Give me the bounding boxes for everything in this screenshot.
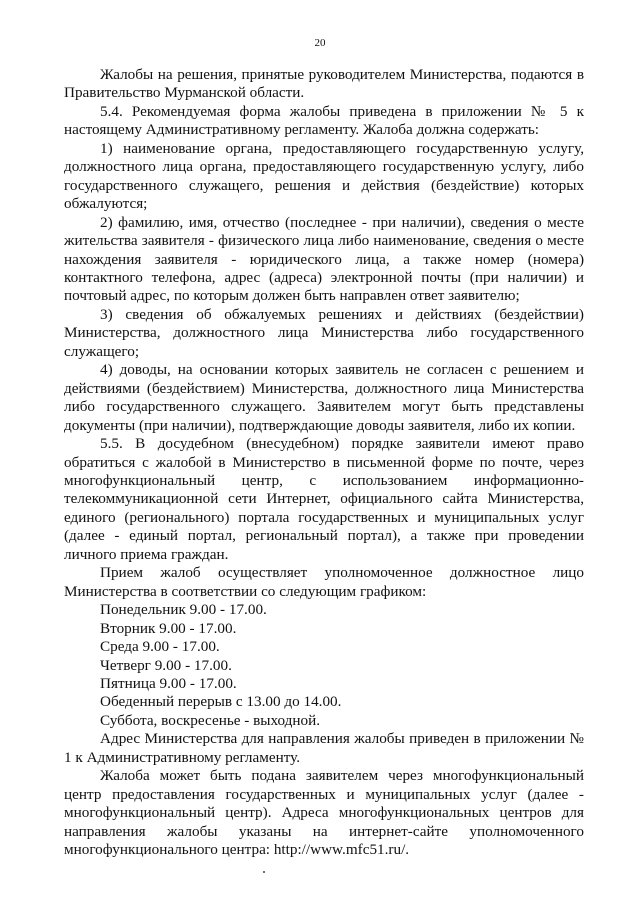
- schedule-item-monday: Понедельник 9.00 - 17.00.: [100, 601, 267, 619]
- paragraph-5-5-pretrial-procedure: 5.5. В досудебном (внесудебном) порядке заявители имеют право обратиться с жалобой в Министерство в письменной форме по почте, через многофункциональный центр, с использованием информационно-телекоммуникационной сети Интернет, официального сайта Министерства, единого (регионального) портала государственных и муниципальных услуг (далее - единый портал, региональный портал), а также при проведении личного приема граждан.: [64, 435, 584, 563]
- schedule-item-friday: Пятница 9.00 - 17.00.: [100, 674, 237, 692]
- paragraph-mfc-submission: Жалоба может быть подана заявителем через многофункциональный центр предоставления государственных и муниципальных услуг (далее - многофункциональный центр). Адреса многофункциональных центров для направления жалобы указаны на интернет-сайте уполномоченного многофункционального центра: http://www.mfc51.ru/.: [64, 767, 584, 859]
- list-item-4-arguments: 4) доводы, на основании которых заявитель не согласен с решением и действиями (бездействием) Министерства, должностного лица Министерства либо государственного служащего. Заявителем могут быть представлены документы (при наличии), подтверждающие доводы заявителя, либо их копии.: [64, 361, 584, 434]
- paragraph-reception-of-complaints: Прием жалоб осуществляет уполномоченное должностное лицо Министерства в соответствии со следующим графиком:: [64, 564, 584, 600]
- scan-artifact-dot: [263, 871, 265, 873]
- paragraph-ministry-address: Адрес Министерства для направления жалобы приведен в приложении № 1 к Административному регламенту.: [64, 730, 584, 766]
- page-number: 20: [314, 37, 326, 49]
- paragraph-complaints-on-decisions: Жалобы на решения, принятые руководителем Министерства, подаются в Правительство Мурманской области.: [64, 66, 584, 102]
- document-body: [64, 66, 584, 859]
- list-item-2-applicant-details: 2) фамилию, имя, отчество (последнее - при наличии), сведения о месте жительства заявителя - физического лица либо наименование, сведения о месте нахождения заявителя - юридического лица, а также номер (номера) контактного телефона, адрес (адреса) электронной почты (при наличии) и почтовый адрес, по которым должен быть направлен ответ заявителю;: [64, 213, 584, 305]
- list-item-3-appealed-decisions: 3) сведения об обжалуемых решениях и действиях (бездействии) Министерства, должностного лица Министерства либо государственного служащего;: [64, 305, 584, 360]
- schedule-item-wednesday: Среда 9.00 - 17.00.: [100, 638, 220, 656]
- schedule-item-weekend: Суббота, воскресенье - выходной.: [100, 711, 321, 729]
- list-item-1-authority-name: 1) наименование органа, предоставляющего государственную услугу, должностного лица органа, предоставляющего государственную услугу, либо государственного служащего, решения и действия (бездействие) которых обжалуются;: [64, 139, 584, 213]
- paragraph-5-4-complaint-form: 5.4. Рекомендуемая форма жалобы приведена в приложении № 5 к настоящему Административному регламенту. Жалоба должна содержать:: [64, 102, 584, 139]
- schedule-item-lunch-break: Обеденный перерыв с 13.00 до 14.00.: [100, 693, 342, 711]
- schedule-item-thursday: Четверг 9.00 - 17.00.: [100, 656, 232, 674]
- schedule-item-tuesday: Вторник 9.00 - 17.00.: [100, 619, 237, 637]
- schedule-list: [64, 601, 584, 730]
